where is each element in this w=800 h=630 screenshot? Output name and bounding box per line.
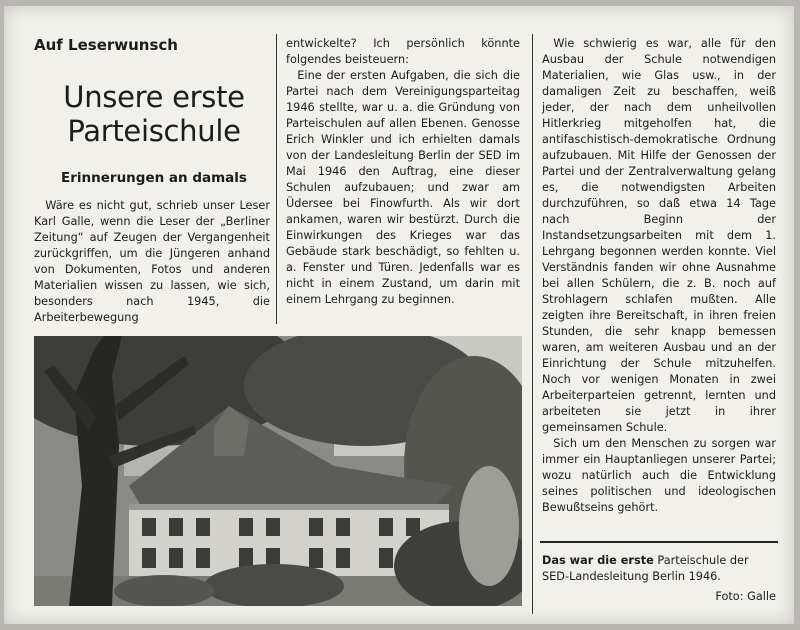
photo-caption [542, 553, 778, 585]
column-divider [532, 34, 533, 614]
column-2-paragraph-2: Eine der ersten Aufgaben, die sich die Partei nach dem Vereinigungsparteitag 1946 stellte, war u. a. die Gründung von Parteischulen auf allen Ebenen. Genosse Erich Winkler und ich erhielten damals von der Landesleitung Berlin der SED im Mai 1946 den Auftrag, eine dieser Schulen aufzubauen; und zwar am Üdersee bei Finowfurth. Als wir dort ankamen, waren wir bestürzt. Durch die Einwirkungen des Krieges war das Gebäude stark beschädigt, so fehlten u. a. Fenster und Türen. Jedenfalls war es nicht in einem Zustand, um darin mit einem Lehrgang zu beginnen. [286, 69, 520, 306]
column-3-paragraph-2: Sich um den Menschen zu sorgen war immer ein Hauptanliegen unserer Partei; wozu natürlich auch die Entwicklung seines politischen und ideologischen Bewußtseins gehört. [542, 437, 776, 514]
caption-lead: Das war die erste [542, 554, 654, 567]
school-building-photo [34, 336, 522, 606]
photo-credit: Foto: Galle [715, 590, 776, 603]
column-divider [276, 34, 277, 324]
column-3-paragraph-1: Wie schwierig es war, alle für den Ausbau der Schule notwendigen Materialien, wie Glas usw., in der damaligen Zeit zu beschaffen, weiß jeder, der nach dem unheilvollen Hitlerkrieg mitgeholfen hat, die antifaschistisch-demokratische Ordnung aufzubauen. Mit Hilfe der Genossen der Partei und der Zentralverwaltung gelang es, die notwendigsten Arbeiten durchzuführen, so daß etwa 14 Tage nach Beginn der Instandsetzungsarbeiten mit dem 1. Lehrgang begonnen werden konnte. Viel Verständnis fanden wir ohne Ausnahme bei allen Schülern, die z. B. noch auf Strohlagern schlafen mußten. Alle zeigten ihre Bereitschaft, in ihren freien Stunden, die sehr knapp bemessen waren, am weiteren Ausbau und an der Einrichtung der Schule mitzuhelfen. Noch vor wenigen Monaten in zwei Arbeiterparteien getrennt, lernten und arbeiteten sie jetzt in ihrer gemeinsamen Schule. [542, 37, 776, 434]
column-3 [542, 36, 776, 516]
headline [34, 80, 274, 148]
subheadline: Erinnerungen an damals [61, 170, 247, 186]
column-2 [286, 36, 520, 308]
caption-divider [540, 541, 778, 543]
headline-line-2: Parteischule [67, 114, 241, 148]
headline-line-1: Unsere erste [63, 80, 245, 114]
caption-text: Parteischule der SED-Landesleitung Berlin 1946. [542, 554, 749, 583]
column-1 [34, 198, 270, 326]
column-1-paragraph: Wäre es nicht gut, schrieb unser Leser Karl Galle, wenn die Leser der „Berliner Zeitung“ auf Zeugen der Vergangenheit zurückgriffen, um die Jüngeren anhand von Dokumenten, Fotos und anderen Materialien wissen zu lassen, wie sich, besonders nach 1945, die Arbeiterbewegung [34, 199, 270, 324]
newspaper-clipping [4, 6, 794, 624]
column-2-paragraph-1: entwickelte? Ich persönlich könnte folgendes beisteuern: [286, 37, 520, 66]
kicker: Auf Leserwunsch [34, 36, 178, 54]
